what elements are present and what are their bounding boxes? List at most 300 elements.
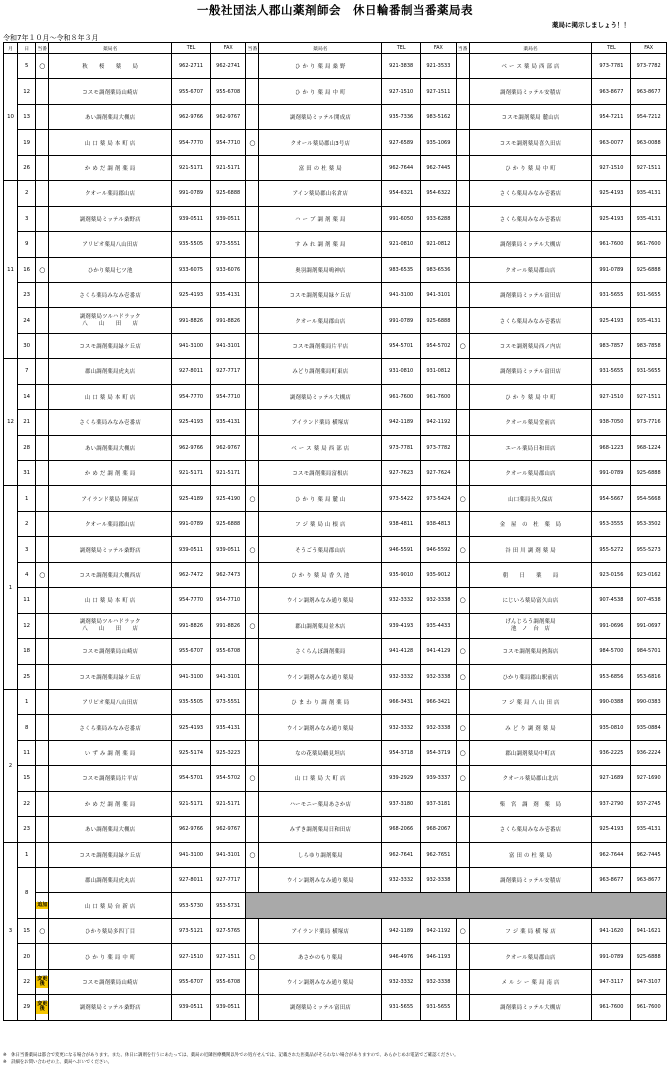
pharmacy-fax: 983-6536 (421, 257, 457, 282)
duty-mark (456, 79, 469, 104)
duty-mark (36, 232, 49, 257)
duty-mark (456, 257, 469, 282)
pharmacy-fax: 932-3338 (421, 715, 457, 740)
duty-mark (36, 79, 49, 104)
change-note (36, 995, 49, 1020)
pharmacy-tel: 962-7472 (172, 562, 211, 587)
pharmacy-fax: 927-1511 (210, 944, 246, 969)
pharmacy-tel: 939-4193 (382, 613, 421, 638)
pharmacy-tel: 991-0789 (592, 461, 631, 486)
header-fax: FAX (210, 43, 246, 54)
pharmacy-tel: 954-7211 (592, 104, 631, 129)
pharmacy-tel: 962-7641 (382, 842, 421, 867)
duty-mark: ○ (456, 333, 469, 358)
pharmacy-name: クオール薬局郡山店 (259, 308, 382, 333)
pharmacy-name: ウイン調剤みなみ通り薬局 (259, 868, 382, 893)
pharmacy-fax: 962-2741 (210, 54, 246, 79)
duty-mark (246, 257, 259, 282)
duty-mark (456, 435, 469, 460)
duty-mark: ○ (456, 740, 469, 765)
day-cell: 28 (18, 435, 36, 460)
pharmacy-name: 谷 田 川 調 剤 薬 局 (469, 537, 592, 562)
pharmacy-fax: 954-7212 (631, 104, 667, 129)
pharmacy-fax: 946-5592 (421, 537, 457, 562)
pharmacy-name: クオール薬局郡山店 (49, 181, 172, 206)
duty-mark: ○ (246, 613, 259, 638)
pharmacy-name: 富 田 の 杜 薬 局 (259, 155, 382, 180)
footnotes (3, 1052, 667, 1066)
pharmacy-fax: 963-0088 (631, 130, 667, 155)
pharmacy-tel: 941-3100 (172, 664, 211, 689)
pharmacy-tel: 935-7336 (382, 104, 421, 129)
duty-mark (456, 995, 469, 1020)
table-row (4, 232, 667, 257)
pharmacy-fax: 954-7710 (210, 588, 246, 613)
pharmacy-name: コスモ調剤薬局緑ケ丘店 (259, 282, 382, 307)
pharmacy-tel: 962-2711 (172, 54, 211, 79)
pharmacy-name: ウイン調剤みなみ通り薬局 (259, 588, 382, 613)
pharmacy-tel: 946-5591 (382, 537, 421, 562)
pharmacy-name: アイン薬局郡山名倉店 (259, 181, 382, 206)
day-cell: 7 (18, 359, 36, 384)
pharmacy-name: ひ か り 薬 局 中 町 (259, 79, 382, 104)
pharmacy-fax: 954-7710 (210, 384, 246, 409)
duty-mark (246, 791, 259, 816)
day-cell: 13 (18, 104, 36, 129)
pharmacy-name: コスモ調剤薬局山崎店 (49, 639, 172, 664)
pharmacy-tel: 927-1510 (172, 944, 211, 969)
pharmacy-name: クオール薬局郡山店 (469, 461, 592, 486)
duty-mark (456, 791, 469, 816)
duty-mark (456, 181, 469, 206)
day-cell: 2 (18, 511, 36, 536)
duty-mark (246, 181, 259, 206)
pharmacy-fax: 983-5162 (421, 104, 457, 129)
pharmacy-tel: 954-7770 (172, 588, 211, 613)
pharmacy-fax: 921-0812 (421, 232, 457, 257)
duty-mark (246, 664, 259, 689)
pharmacy-fax: 927-7717 (210, 359, 246, 384)
duty-mark (456, 384, 469, 409)
duty-mark (456, 969, 469, 994)
duty-mark (36, 639, 49, 664)
pharmacy-fax: 991-8826 (210, 308, 246, 333)
duty-mark (36, 282, 49, 307)
pharmacy-fax: 927-5765 (210, 918, 246, 943)
day-cell: 1 (18, 689, 36, 714)
pharmacy-fax: 973-7782 (421, 435, 457, 460)
pharmacy-name: フ ジ 薬 局 横 塚 店 (469, 918, 592, 943)
header-name: 薬局名 (259, 43, 382, 54)
pharmacy-tel: 942-1189 (382, 918, 421, 943)
pharmacy-name: アイランド薬局 横塚店 (259, 410, 382, 435)
header-mark: 当番 (246, 43, 259, 54)
table-row (4, 257, 667, 282)
duty-mark (36, 384, 49, 409)
pharmacy-tel: 962-9766 (172, 435, 211, 460)
duty-mark (36, 104, 49, 129)
pharmacy-fax: 955-6708 (210, 79, 246, 104)
duty-mark (246, 308, 259, 333)
pharmacy-name: アリピオ薬局八山田店 (49, 232, 172, 257)
pharmacy-name: ひ か り 薬 局 中 町 (469, 384, 592, 409)
table-header-row (4, 43, 667, 54)
pharmacy-fax: 925-6888 (631, 461, 667, 486)
pharmacy-name: 調剤薬局ミッテル富田店 (469, 282, 592, 307)
pharmacy-fax: 955-5273 (631, 537, 667, 562)
duty-mark (246, 410, 259, 435)
pharmacy-tel: 941-3100 (172, 842, 211, 867)
pharmacy-fax: 927-7624 (421, 461, 457, 486)
pharmacy-tel: 932-3332 (382, 715, 421, 740)
pharmacy-fax: 939-3337 (421, 766, 457, 791)
pharmacy-fax: 925-3223 (210, 740, 246, 765)
pharmacy-fax: 939-0511 (210, 537, 246, 562)
pharmacy-fax: 946-1193 (421, 944, 457, 969)
duty-mark (456, 232, 469, 257)
day-cell: 8 (18, 715, 36, 740)
table-row (4, 766, 667, 791)
pharmacy-name: 調剤薬局ミッテル大槻店 (469, 232, 592, 257)
pharmacy-fax: 907-4538 (631, 588, 667, 613)
pharmacy-name: エール薬局日和田店 (469, 435, 592, 460)
pharmacy-fax: 923-0162 (631, 562, 667, 587)
note-tag: 変更後 (37, 1001, 48, 1013)
pharmacy-name: アイランド薬局 陣屋店 (49, 486, 172, 511)
table-row (4, 689, 667, 714)
pharmacy-tel: 963-8677 (592, 79, 631, 104)
pharmacy-tel: 907-4538 (592, 588, 631, 613)
pharmacy-tel: 991-8826 (172, 613, 211, 638)
pharmacy-name: コスモ調剤薬局緑ケ丘店 (49, 664, 172, 689)
pharmacy-fax: 961-7600 (631, 995, 667, 1020)
day-cell: 22 (18, 969, 36, 994)
pharmacy-fax: 931-5655 (421, 995, 457, 1020)
pharmacy-tel: 954-5667 (592, 486, 631, 511)
table-row (4, 639, 667, 664)
note-tag: 変更後 (37, 975, 48, 987)
duty-mark (36, 359, 49, 384)
pharmacy-tel: 947-3117 (592, 969, 631, 994)
pharmacy-tel: 921-5171 (172, 791, 211, 816)
table-row (4, 308, 667, 333)
pharmacy-fax: 938-4813 (421, 511, 457, 536)
header-fax: FAX (421, 43, 457, 54)
duty-mark: ○ (36, 918, 49, 943)
pharmacy-name: 調剤薬局ツルハドラック 八 山 田 店 (49, 613, 172, 638)
pharmacy-tel: 927-1510 (592, 384, 631, 409)
table-row (4, 740, 667, 765)
pharmacy-fax: 942-1192 (421, 918, 457, 943)
pharmacy-fax: 925-6888 (631, 944, 667, 969)
pharmacy-fax: 925-6888 (210, 511, 246, 536)
pharmacy-name: アリピオ薬局八山田店 (49, 689, 172, 714)
pharmacy-fax: 921-5171 (210, 791, 246, 816)
day-cell: 3 (18, 206, 36, 231)
pharmacy-name: コスモ調剤薬局 麓山店 (469, 104, 592, 129)
duty-mark (456, 511, 469, 536)
pharmacy-tel: 962-7644 (382, 155, 421, 180)
pharmacy-fax: 973-7782 (631, 54, 667, 79)
pharmacy-fax: 935-9012 (421, 562, 457, 587)
month-cell: 2 (4, 689, 18, 842)
pharmacy-fax: 963-8677 (631, 868, 667, 893)
pharmacy-tel: 991-0789 (592, 944, 631, 969)
pharmacy-fax: 941-3101 (210, 664, 246, 689)
day-cell: 1 (18, 842, 36, 867)
pharmacy-name: にじいろ薬局富久山店 (469, 588, 592, 613)
duty-mark (36, 588, 49, 613)
duty-mark (36, 842, 49, 867)
pharmacy-name: 調剤薬局ミッテル桑野店 (49, 995, 172, 1020)
duty-mark (36, 181, 49, 206)
duty-mark (36, 689, 49, 714)
pharmacy-name: ひかり薬局多四丁目 (49, 918, 172, 943)
pharmacy-tel: 927-6589 (382, 130, 421, 155)
pharmacy-fax: 932-3338 (421, 868, 457, 893)
pharmacy-name: い ず み 調 剤 薬 局 (49, 740, 172, 765)
day-cell: 16 (18, 257, 36, 282)
day-cell: 21 (18, 410, 36, 435)
pharmacy-tel: 963-0077 (592, 130, 631, 155)
pharmacy-fax: 962-9767 (210, 817, 246, 842)
pharmacy-fax: 925-4190 (210, 486, 246, 511)
notice-text: 薬局に掲示しましょう！！ (552, 21, 630, 29)
duty-mark (456, 54, 469, 79)
pharmacy-name: コスモ調剤薬局熱海店 (469, 639, 592, 664)
pharmacy-tel: 941-4128 (382, 639, 421, 664)
header-tel: TEL (382, 43, 421, 54)
duty-mark (456, 282, 469, 307)
footnote: ※ 休日当番薬局は都合で変更になる場合があります。また、休日に調剤を行うにあたっては、薬局の近隣医療機関以外での処方せんでは、記載された医薬品がそろわない場合がありますので、あらかじめお電話でご確認ください。 (3, 1053, 459, 1058)
duty-mark (36, 868, 49, 893)
pharmacy-name: アイランド薬局 横塚店 (259, 918, 382, 943)
pharmacy-tel: 937-3180 (382, 791, 421, 816)
duty-mark (36, 537, 49, 562)
month-cell: 12 (4, 359, 18, 486)
pharmacy-tel: 933-6075 (172, 257, 211, 282)
day-cell: 12 (18, 613, 36, 638)
pharmacy-tel: 983-6535 (382, 257, 421, 282)
pharmacy-name: 調剤薬局ミッテル桑野店 (49, 206, 172, 231)
pharmacy-tel: 955-6707 (172, 79, 211, 104)
pharmacy-tel: 925-4193 (172, 282, 211, 307)
pharmacy-name: さくらんぼ調剤薬局 (259, 639, 382, 664)
day-cell: 2 (18, 181, 36, 206)
duty-mark (36, 791, 49, 816)
duty-mark (456, 817, 469, 842)
duty-mark (246, 740, 259, 765)
pharmacy-name: み ど り 調 剤 薬 局 (469, 715, 592, 740)
pharmacy-tel: 925-4193 (172, 715, 211, 740)
pharmacy-name: コスモ調剤薬局山崎店 (49, 969, 172, 994)
pharmacy-tel: 931-5655 (592, 359, 631, 384)
pharmacy-fax: 925-6888 (210, 181, 246, 206)
pharmacy-tel: 983-7857 (592, 333, 631, 358)
pharmacy-fax: 941-3101 (421, 282, 457, 307)
header-tel: TEL (172, 43, 211, 54)
day-cell: 22 (18, 791, 36, 816)
pharmacy-name: 秋 桜 薬 局 (49, 54, 172, 79)
pharmacy-tel: 942-1189 (382, 410, 421, 435)
pharmacy-tel: 990-0388 (592, 689, 631, 714)
duty-mark (36, 511, 49, 536)
pharmacy-tel: 953-6856 (592, 664, 631, 689)
pharmacy-tel: 968-2066 (382, 817, 421, 842)
pharmacy-name: ベ ー ス 薬 局 西 部 店 (469, 54, 592, 79)
table-row (4, 104, 667, 129)
header-day: 日 (18, 43, 36, 54)
duty-mark (246, 333, 259, 358)
pharmacy-name: クオール薬局堂前店 (469, 410, 592, 435)
duty-mark (36, 435, 49, 460)
duty-mark (456, 155, 469, 180)
table-row (4, 613, 667, 638)
pharmacy-name: コスモ調剤薬局片平店 (259, 333, 382, 358)
pharmacy-name: さくら薬局みなみ壱番店 (49, 410, 172, 435)
pharmacy-tel: 936-2225 (592, 740, 631, 765)
pharmacy-tel: 962-9766 (172, 104, 211, 129)
pharmacy-name: クオール薬局郡山店 (49, 511, 172, 536)
duty-mark: ○ (246, 130, 259, 155)
pharmacy-tel: 962-9766 (172, 817, 211, 842)
pharmacy-name: コスモ調剤薬局緑ケ丘店 (49, 842, 172, 867)
pharmacy-tel: 961-7600 (592, 995, 631, 1020)
pharmacy-tel: 921-3838 (382, 54, 421, 79)
table-row (4, 817, 667, 842)
duty-mark (246, 918, 259, 943)
pharmacy-name: さくら薬局みなみ壱番店 (49, 282, 172, 307)
table-row (4, 842, 667, 867)
pharmacy-name: コスモ調剤薬局富根店 (259, 461, 382, 486)
footnote: ※ 詳細をお問い合わせの上、薬局へおいでください。 (3, 1060, 113, 1065)
duty-mark: ○ (456, 918, 469, 943)
pharmacy-tel: 935-9010 (382, 562, 421, 587)
pharmacy-tel: 939-2929 (382, 766, 421, 791)
pharmacy-tel: 973-5422 (382, 486, 421, 511)
pharmacy-fax: 932-3338 (421, 664, 457, 689)
day-cell: 20 (18, 944, 36, 969)
pharmacy-name: 柴 宮 調 剤 薬 局 (469, 791, 592, 816)
table-row (4, 995, 667, 1020)
pharmacy-tel: 991-0789 (382, 308, 421, 333)
duty-mark: ○ (246, 944, 259, 969)
pharmacy-name: ひかり薬局七ツ池 (49, 257, 172, 282)
table-row (4, 486, 667, 511)
pharmacy-tel: 953-5730 (172, 893, 211, 918)
pharmacy-fax: 932-3338 (421, 969, 457, 994)
pharmacy-name: クオール薬局郡山店 (469, 257, 592, 282)
pharmacy-name: コスモ調剤薬局喜久田店 (469, 130, 592, 155)
pharmacy-name: ひ か り 薬 局 麓 山 (259, 486, 382, 511)
duty-mark (246, 689, 259, 714)
duty-mark: ○ (246, 766, 259, 791)
pharmacy-tel: 927-7623 (382, 461, 421, 486)
day-cell: 4 (18, 562, 36, 587)
pharmacy-tel: 955-6707 (172, 969, 211, 994)
pharmacy-fax: 953-5731 (210, 893, 246, 918)
pharmacy-name: ひかり薬局郡山駅前店 (469, 664, 592, 689)
pharmacy-fax: 973-5551 (210, 232, 246, 257)
duty-mark (36, 817, 49, 842)
pharmacy-tel: 955-5272 (592, 537, 631, 562)
duty-mark (246, 588, 259, 613)
duty-mark: ○ (36, 257, 49, 282)
pharmacy-name: ひ か り 薬 局 桑 野 (259, 54, 382, 79)
day-cell: 3 (18, 537, 36, 562)
pharmacy-fax: 954-5702 (210, 766, 246, 791)
duty-mark (456, 410, 469, 435)
pharmacy-tel: 963-8677 (592, 868, 631, 893)
duty-mark (456, 359, 469, 384)
pharmacy-name: ひ か り 薬 局 中 町 (49, 944, 172, 969)
table-row (4, 435, 667, 460)
pharmacy-tel: 991-8826 (172, 308, 211, 333)
pharmacy-fax: 939-0511 (210, 206, 246, 231)
duty-mark (36, 486, 49, 511)
pharmacy-name: か め だ 調 剤 薬 局 (49, 461, 172, 486)
pharmacy-tel: 954-7770 (172, 130, 211, 155)
pharmacy-name: あい調剤薬局大槻店 (49, 104, 172, 129)
pharmacy-name: 富 田 の 杜 薬 局 (469, 842, 592, 867)
period-label: 令和7年１０月～令和８年３月 (3, 34, 99, 42)
pharmacy-tel: 921-0810 (382, 232, 421, 257)
day-cell: 5 (18, 54, 36, 79)
pharmacy-name: 郡山調剤薬局並木店 (259, 613, 382, 638)
pharmacy-fax: 990-0383 (631, 689, 667, 714)
duty-mark (36, 715, 49, 740)
pharmacy-fax: 984-5701 (631, 639, 667, 664)
month-cell: 1 (4, 486, 18, 690)
pharmacy-name: 調剤薬局ミッテル安積店 (469, 79, 592, 104)
duty-mark: ○ (456, 537, 469, 562)
table-row (4, 537, 667, 562)
duty-mark (246, 639, 259, 664)
pharmacy-fax: 954-3719 (421, 740, 457, 765)
pharmacy-tel: 954-3718 (382, 740, 421, 765)
pharmacy-name: 山 口 薬 局 本 町 店 (49, 384, 172, 409)
day-cell: 11 (18, 740, 36, 765)
pharmacy-fax: 962-9767 (210, 435, 246, 460)
duty-mark (246, 104, 259, 129)
month-cell: 3 (4, 842, 18, 1020)
pharmacy-fax: 927-1511 (631, 384, 667, 409)
duty-mark (456, 104, 469, 129)
pharmacy-name: コスモ調剤薬局山崎店 (49, 79, 172, 104)
pharmacy-tel: 927-1689 (592, 766, 631, 791)
pharmacy-fax: 947-3107 (631, 969, 667, 994)
pharmacy-tel: 991-0789 (172, 181, 211, 206)
pharmacy-name: あさかのもり薬局 (259, 944, 382, 969)
pharmacy-name: 山 口 薬 局 大 町 店 (259, 766, 382, 791)
duty-mark: ○ (246, 842, 259, 867)
pharmacy-tel: 954-6321 (382, 181, 421, 206)
table-row (4, 918, 667, 943)
duty-mark: ○ (456, 486, 469, 511)
pharmacy-fax: 932-3338 (421, 588, 457, 613)
pharmacy-fax: 962-7445 (631, 842, 667, 867)
pharmacy-name: 郡山調剤薬局虎丸店 (49, 359, 172, 384)
day-cell: 19 (18, 130, 36, 155)
table-row (4, 868, 667, 893)
duty-mark (246, 969, 259, 994)
pharmacy-tel: 931-0810 (382, 359, 421, 384)
pharmacy-tel: 938-7050 (592, 410, 631, 435)
pharmacy-tel: 991-0789 (592, 257, 631, 282)
duty-mark (36, 613, 49, 638)
pharmacy-fax: 931-0812 (421, 359, 457, 384)
pharmacy-name: コスモ調剤薬局片平店 (49, 766, 172, 791)
